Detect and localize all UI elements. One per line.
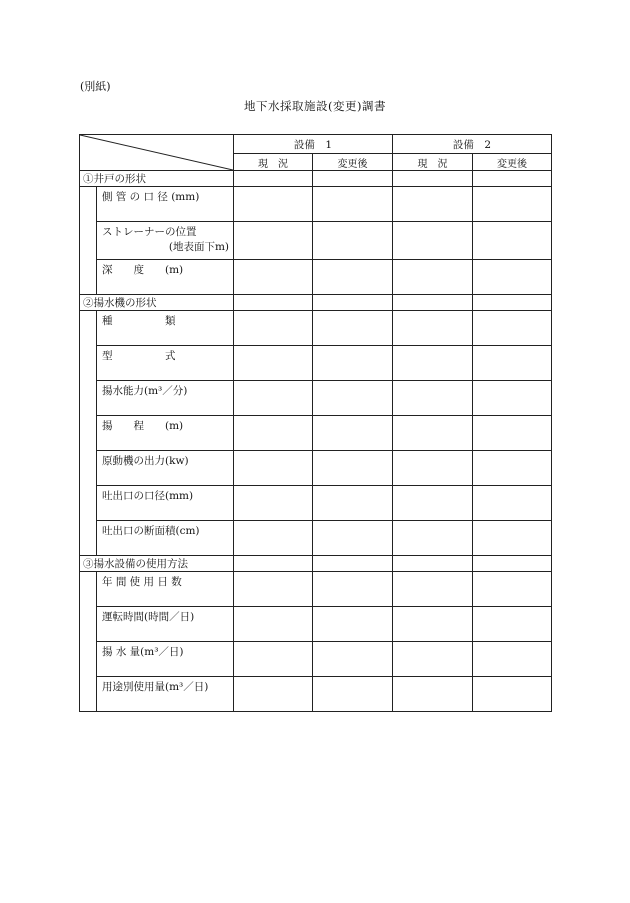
- value-cell: [473, 311, 552, 346]
- value-cell: [313, 572, 393, 607]
- item-row: [80, 416, 552, 451]
- value-cell: [473, 642, 552, 677]
- item-row: [80, 311, 552, 346]
- value-cell: [473, 171, 552, 187]
- item-label: 揚水能力(m³／分): [97, 381, 234, 416]
- item-label-main: ストレーナーの位置: [102, 226, 197, 238]
- value-cell: [473, 416, 552, 451]
- document-title: 地下水採取施設(変更)調書: [244, 99, 386, 113]
- section-label: ③揚水設備の使用方法: [80, 556, 234, 572]
- value-cell: [234, 222, 313, 260]
- facility1-current-header: 現 況: [234, 154, 313, 171]
- item-label: 用途別使用量(m³／日): [97, 677, 234, 712]
- indent-cell: [80, 346, 97, 381]
- facility2-current-header: 現 況: [393, 154, 473, 171]
- value-cell: [313, 260, 393, 295]
- value-cell: [473, 521, 552, 556]
- item-label: 揚 程 (m): [97, 416, 234, 451]
- value-cell: [234, 346, 313, 381]
- value-cell: [473, 187, 552, 222]
- value-cell: [313, 677, 393, 712]
- value-cell: [234, 451, 313, 486]
- facility2-header: 設備 2: [393, 135, 552, 154]
- item-label: 原動機の出力(kw): [97, 451, 234, 486]
- section-row: [80, 556, 552, 572]
- item-row: [80, 677, 552, 712]
- value-cell: [393, 222, 473, 260]
- facility2-after-header: 変更後: [473, 154, 552, 171]
- value-cell: [234, 521, 313, 556]
- value-cell: [393, 381, 473, 416]
- item-label: 吐出口の口径(mm): [97, 486, 234, 521]
- value-cell: [234, 416, 313, 451]
- value-cell: [393, 171, 473, 187]
- value-cell: [473, 486, 552, 521]
- item-label: 側 管 の 口 径 (mm): [97, 187, 234, 222]
- value-cell: [234, 607, 313, 642]
- value-cell: [234, 677, 313, 712]
- value-cell: [473, 260, 552, 295]
- header-corner-cell: [80, 135, 234, 171]
- value-cell: [393, 572, 473, 607]
- value-cell: [313, 311, 393, 346]
- item-label: 種 類: [97, 311, 234, 346]
- section-row: [80, 171, 552, 187]
- indent-cell: [80, 260, 97, 295]
- facility1-header: 設備 1: [234, 135, 393, 154]
- value-cell: [234, 486, 313, 521]
- indent-cell: [80, 677, 97, 712]
- indent-cell: [80, 451, 97, 486]
- value-cell: [313, 521, 393, 556]
- item-row: [80, 346, 552, 381]
- facility1-after-header: 変更後: [313, 154, 393, 171]
- value-cell: [393, 416, 473, 451]
- indent-cell: [80, 222, 97, 260]
- value-cell: [473, 556, 552, 572]
- value-cell: [393, 607, 473, 642]
- value-cell: [393, 451, 473, 486]
- value-cell: [473, 381, 552, 416]
- item-row: [80, 381, 552, 416]
- indent-cell: [80, 521, 97, 556]
- indent-cell: [80, 311, 97, 346]
- item-row: [80, 486, 552, 521]
- value-cell: [393, 346, 473, 381]
- value-cell: [393, 187, 473, 222]
- value-cell: [313, 607, 393, 642]
- indent-cell: [80, 187, 97, 222]
- indent-cell: [80, 572, 97, 607]
- value-cell: [393, 677, 473, 712]
- item-row: [80, 260, 552, 295]
- item-row: [80, 222, 552, 260]
- item-row: [80, 642, 552, 677]
- value-cell: [313, 295, 393, 311]
- value-cell: [313, 222, 393, 260]
- value-cell: [313, 171, 393, 187]
- indent-cell: [80, 416, 97, 451]
- item-row: [80, 607, 552, 642]
- value-cell: [313, 416, 393, 451]
- item-label-sub: (地表面下m): [168, 241, 229, 253]
- diagonal-line: [80, 135, 233, 170]
- item-label: 深 度 (m): [97, 260, 234, 295]
- survey-table: [79, 134, 552, 712]
- value-cell: [473, 607, 552, 642]
- value-cell: [234, 556, 313, 572]
- item-label: [97, 222, 234, 260]
- value-cell: [234, 171, 313, 187]
- item-label: 年 間 使 用 日 数: [97, 572, 234, 607]
- section-row: [80, 295, 552, 311]
- value-cell: [234, 642, 313, 677]
- value-cell: [313, 451, 393, 486]
- value-cell: [313, 187, 393, 222]
- value-cell: [473, 346, 552, 381]
- item-row: [80, 572, 552, 607]
- item-row: [80, 521, 552, 556]
- value-cell: [473, 451, 552, 486]
- value-cell: [393, 486, 473, 521]
- item-label: 揚 水 量(m³／日): [97, 642, 234, 677]
- section-label: ②揚水機の形状: [80, 295, 234, 311]
- value-cell: [313, 486, 393, 521]
- indent-cell: [80, 486, 97, 521]
- value-cell: [234, 381, 313, 416]
- value-cell: [313, 556, 393, 572]
- value-cell: [393, 521, 473, 556]
- section-label: ①井戸の形状: [80, 171, 234, 187]
- item-row: [80, 187, 552, 222]
- value-cell: [393, 556, 473, 572]
- value-cell: [473, 222, 552, 260]
- value-cell: [234, 572, 313, 607]
- value-cell: [313, 642, 393, 677]
- value-cell: [393, 642, 473, 677]
- value-cell: [473, 295, 552, 311]
- item-label: 吐出口の断面積(cm): [97, 521, 234, 556]
- value-cell: [234, 295, 313, 311]
- item-row: [80, 451, 552, 486]
- value-cell: [473, 572, 552, 607]
- item-label: 運転時間(時間／日): [97, 607, 234, 642]
- value-cell: [234, 187, 313, 222]
- value-cell: [473, 677, 552, 712]
- indent-cell: [80, 607, 97, 642]
- indent-cell: [80, 381, 97, 416]
- indent-cell: [80, 642, 97, 677]
- value-cell: [234, 260, 313, 295]
- attachment-label: (別紙): [80, 80, 111, 93]
- value-cell: [313, 346, 393, 381]
- value-cell: [393, 260, 473, 295]
- value-cell: [393, 295, 473, 311]
- value-cell: [393, 311, 473, 346]
- item-label: 型 式: [97, 346, 234, 381]
- value-cell: [313, 381, 393, 416]
- value-cell: [234, 311, 313, 346]
